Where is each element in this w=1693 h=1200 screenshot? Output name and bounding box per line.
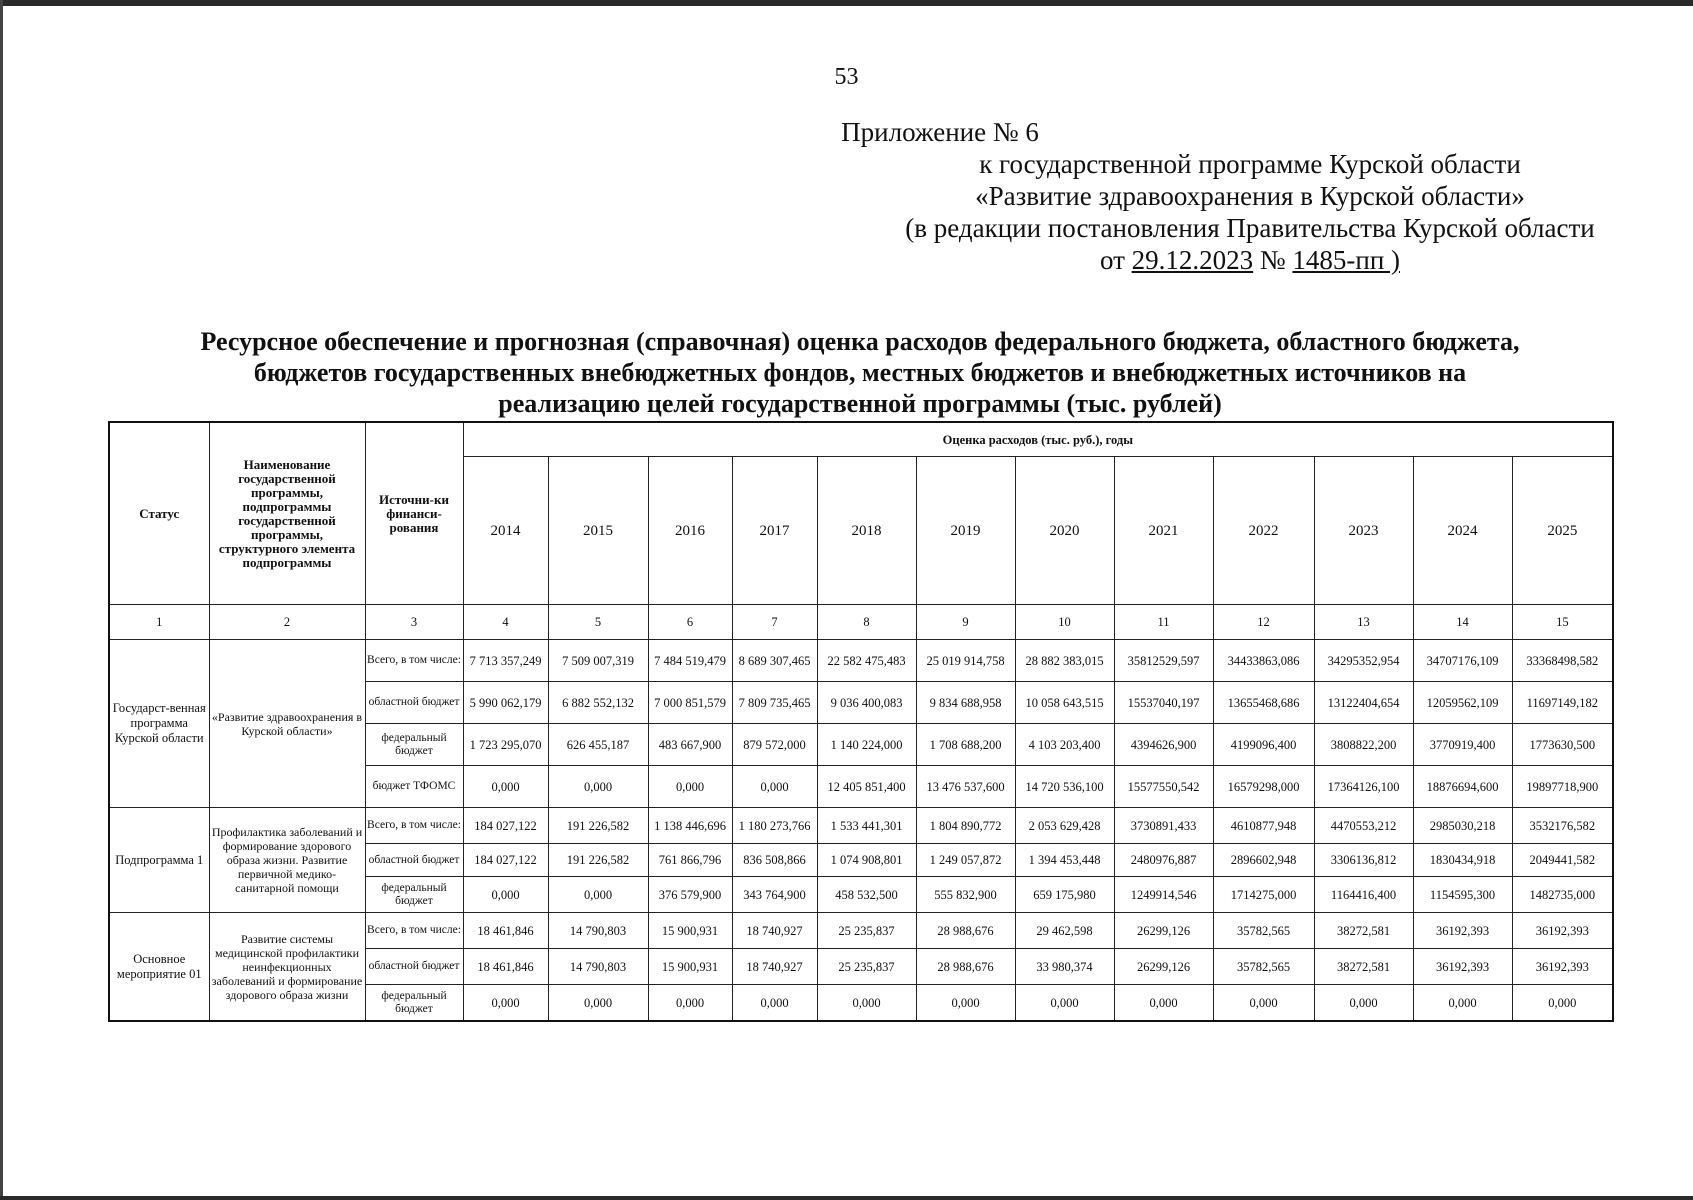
column-number: 8 bbox=[817, 605, 916, 640]
value-cell: 184 027,122 bbox=[463, 808, 548, 844]
appendix-line-4: (в редакции постановления Правительства Курской области bbox=[905, 213, 1595, 243]
header-year: 2025 bbox=[1512, 457, 1613, 605]
value-cell: 8 689 307,465 bbox=[732, 640, 817, 682]
value-cell: 4394626,900 bbox=[1114, 724, 1213, 766]
row-funding-source: Всего, в том числе: bbox=[365, 640, 463, 682]
value-cell: 16579298,000 bbox=[1213, 766, 1314, 808]
table-body bbox=[109, 640, 1613, 1022]
header-years-group: Оценка расходов (тыс. руб.), годы bbox=[463, 422, 1613, 457]
value-cell: 555 832,900 bbox=[916, 877, 1015, 913]
value-cell: 7 000 851,579 bbox=[648, 682, 732, 724]
scan-edge-bottom bbox=[0, 1196, 1693, 1200]
value-cell: 0,000 bbox=[648, 985, 732, 1022]
value-cell: 0,000 bbox=[732, 766, 817, 808]
column-number: 3 bbox=[365, 605, 463, 640]
appendix-date-prefix: от bbox=[1099, 245, 1125, 275]
value-cell: 15 900,931 bbox=[648, 913, 732, 949]
value-cell: 3808822,200 bbox=[1314, 724, 1413, 766]
value-cell: 0,000 bbox=[1512, 985, 1613, 1022]
row-program-name: Профилактика заболеваний и формирование здорового образа жизни. Развитие первичной медико-санитарной помощи bbox=[209, 808, 365, 913]
value-cell: 6 882 552,132 bbox=[548, 682, 648, 724]
value-cell: 12 405 851,400 bbox=[817, 766, 916, 808]
value-cell: 4199096,400 bbox=[1213, 724, 1314, 766]
value-cell: 14 790,803 bbox=[548, 949, 648, 985]
value-cell: 25 019 914,758 bbox=[916, 640, 1015, 682]
scan-edge-left bbox=[0, 0, 3, 1200]
column-number: 6 bbox=[648, 605, 732, 640]
table-row bbox=[109, 640, 1613, 682]
value-cell: 33 980,374 bbox=[1015, 949, 1114, 985]
row-funding-source: Всего, в том числе: bbox=[365, 808, 463, 844]
value-cell: 36192,393 bbox=[1413, 913, 1512, 949]
table-row bbox=[109, 808, 1613, 844]
value-cell: 1 074 908,801 bbox=[817, 844, 916, 877]
value-cell: 35812529,597 bbox=[1114, 640, 1213, 682]
value-cell: 15 900,931 bbox=[648, 949, 732, 985]
value-cell: 3730891,433 bbox=[1114, 808, 1213, 844]
value-cell: 343 764,900 bbox=[732, 877, 817, 913]
column-number: 14 bbox=[1413, 605, 1512, 640]
value-cell: 36192,393 bbox=[1413, 949, 1512, 985]
row-funding-source: федеральный бюджет bbox=[365, 877, 463, 913]
value-cell: 0,000 bbox=[463, 766, 548, 808]
value-cell: 184 027,122 bbox=[463, 844, 548, 877]
appendix-line-3: «Развитие здравоохранения в Курской области» bbox=[975, 181, 1525, 211]
value-cell: 836 508,866 bbox=[732, 844, 817, 877]
value-cell: 458 532,500 bbox=[817, 877, 916, 913]
value-cell: 191 226,582 bbox=[548, 808, 648, 844]
document-title bbox=[60, 326, 1660, 419]
header-source: Источни-ки финанси-рования bbox=[365, 422, 463, 605]
value-cell: 19897718,900 bbox=[1512, 766, 1613, 808]
value-cell: 1 708 688,200 bbox=[916, 724, 1015, 766]
column-number: 2 bbox=[209, 605, 365, 640]
value-cell: 34295352,954 bbox=[1314, 640, 1413, 682]
value-cell: 0,000 bbox=[732, 985, 817, 1022]
column-number: 4 bbox=[463, 605, 548, 640]
value-cell: 1 723 295,070 bbox=[463, 724, 548, 766]
column-number: 1 bbox=[109, 605, 209, 640]
value-cell: 22 582 475,483 bbox=[817, 640, 916, 682]
value-cell: 34707176,109 bbox=[1413, 640, 1512, 682]
value-cell: 761 866,796 bbox=[648, 844, 732, 877]
value-cell: 2985030,218 bbox=[1413, 808, 1512, 844]
value-cell: 13655468,686 bbox=[1213, 682, 1314, 724]
value-cell: 36192,393 bbox=[1512, 949, 1613, 985]
value-cell: 4 103 203,400 bbox=[1015, 724, 1114, 766]
value-cell: 12059562,109 bbox=[1413, 682, 1512, 724]
value-cell: 10 058 643,515 bbox=[1015, 682, 1114, 724]
value-cell: 7 509 007,319 bbox=[548, 640, 648, 682]
appendix-line-5 bbox=[800, 244, 1693, 276]
column-numbers-row bbox=[109, 605, 1613, 640]
column-number: 5 bbox=[548, 605, 648, 640]
header-year: 2018 bbox=[817, 457, 916, 605]
column-number: 12 bbox=[1213, 605, 1314, 640]
row-funding-source: областной бюджет bbox=[365, 949, 463, 985]
appendix-line-2: к государственной программе Курской области bbox=[979, 149, 1521, 179]
column-number: 11 bbox=[1114, 605, 1213, 640]
header-year: 2019 bbox=[916, 457, 1015, 605]
title-line-3: реализацию целей государственной программы (тыс. рублей) bbox=[498, 389, 1222, 418]
value-cell: 9 036 400,083 bbox=[817, 682, 916, 724]
value-cell: 0,000 bbox=[1114, 985, 1213, 1022]
value-cell: 28 988,676 bbox=[916, 913, 1015, 949]
value-cell: 18876694,600 bbox=[1413, 766, 1512, 808]
value-cell: 2049441,582 bbox=[1512, 844, 1613, 877]
value-cell: 0,000 bbox=[463, 985, 548, 1022]
value-cell: 18 461,846 bbox=[463, 913, 548, 949]
row-program-name: Развитие системы медицинской профилактики неинфекционных заболеваний и формирование здорового образа жизни bbox=[209, 913, 365, 1022]
value-cell: 25 235,837 bbox=[817, 913, 916, 949]
header-year: 2015 bbox=[548, 457, 648, 605]
value-cell: 879 572,000 bbox=[732, 724, 817, 766]
value-cell: 13122404,654 bbox=[1314, 682, 1413, 724]
value-cell: 7 484 519,479 bbox=[648, 640, 732, 682]
row-status: Государст-венная программа Курской области bbox=[109, 640, 209, 808]
header-year: 2022 bbox=[1213, 457, 1314, 605]
row-funding-source: областной бюджет bbox=[365, 682, 463, 724]
value-cell: 1830434,918 bbox=[1413, 844, 1512, 877]
header-year: 2023 bbox=[1314, 457, 1413, 605]
value-cell: 26299,126 bbox=[1114, 913, 1213, 949]
value-cell: 1164416,400 bbox=[1314, 877, 1413, 913]
value-cell: 1 394 453,448 bbox=[1015, 844, 1114, 877]
value-cell: 0,000 bbox=[1015, 985, 1114, 1022]
header-year: 2021 bbox=[1114, 457, 1213, 605]
value-cell: 18 740,927 bbox=[732, 949, 817, 985]
appendix-number: 1485-пп ) bbox=[1292, 245, 1401, 275]
value-cell: 38272,581 bbox=[1314, 913, 1413, 949]
value-cell: 1773630,500 bbox=[1512, 724, 1613, 766]
value-cell: 38272,581 bbox=[1314, 949, 1413, 985]
value-cell: 36192,393 bbox=[1512, 913, 1613, 949]
appendix-date: 29.12.2023 bbox=[1131, 245, 1254, 275]
page-number: 53 bbox=[834, 64, 859, 90]
value-cell: 0,000 bbox=[916, 985, 1015, 1022]
value-cell: 17364126,100 bbox=[1314, 766, 1413, 808]
row-funding-source: федеральный бюджет bbox=[365, 724, 463, 766]
value-cell: 18 740,927 bbox=[732, 913, 817, 949]
value-cell: 4610877,948 bbox=[1213, 808, 1314, 844]
value-cell: 483 667,900 bbox=[648, 724, 732, 766]
value-cell: 2896602,948 bbox=[1213, 844, 1314, 877]
value-cell: 0,000 bbox=[817, 985, 916, 1022]
budget-table bbox=[108, 421, 1614, 1022]
row-status: Подпрограмма 1 bbox=[109, 808, 209, 913]
value-cell: 7 713 357,249 bbox=[463, 640, 548, 682]
row-program-name: «Развитие здравоохранения в Курской области» bbox=[209, 640, 365, 808]
value-cell: 1714275,000 bbox=[1213, 877, 1314, 913]
value-cell: 0,000 bbox=[1314, 985, 1413, 1022]
value-cell: 3770919,400 bbox=[1413, 724, 1512, 766]
value-cell: 0,000 bbox=[548, 985, 648, 1022]
header-year: 2017 bbox=[732, 457, 817, 605]
value-cell: 29 462,598 bbox=[1015, 913, 1114, 949]
value-cell: 1 804 890,772 bbox=[916, 808, 1015, 844]
appendix-number-label: № bbox=[1259, 245, 1286, 275]
value-cell: 626 455,187 bbox=[548, 724, 648, 766]
header-year: 2020 bbox=[1015, 457, 1114, 605]
value-cell: 14 720 536,100 bbox=[1015, 766, 1114, 808]
value-cell: 15577550,542 bbox=[1114, 766, 1213, 808]
value-cell: 9 834 688,958 bbox=[916, 682, 1015, 724]
value-cell: 34433863,086 bbox=[1213, 640, 1314, 682]
value-cell: 659 175,980 bbox=[1015, 877, 1114, 913]
value-cell: 376 579,900 bbox=[648, 877, 732, 913]
column-number: 13 bbox=[1314, 605, 1413, 640]
value-cell: 4470553,212 bbox=[1314, 808, 1413, 844]
value-cell: 0,000 bbox=[1413, 985, 1512, 1022]
title-line-2: бюджетов государственных внебюджетных фондов, местных бюджетов и внебюджетных источников на bbox=[253, 358, 1467, 387]
header-status: Статус bbox=[109, 422, 209, 605]
value-cell: 0,000 bbox=[648, 766, 732, 808]
column-number: 7 bbox=[732, 605, 817, 640]
value-cell: 1 140 224,000 bbox=[817, 724, 916, 766]
value-cell: 28 882 383,015 bbox=[1015, 640, 1114, 682]
value-cell: 28 988,676 bbox=[916, 949, 1015, 985]
value-cell: 26299,126 bbox=[1114, 949, 1213, 985]
value-cell: 18 461,846 bbox=[463, 949, 548, 985]
value-cell: 2480976,887 bbox=[1114, 844, 1213, 877]
header-year: 2014 bbox=[463, 457, 548, 605]
value-cell: 2 053 629,428 bbox=[1015, 808, 1114, 844]
value-cell: 5 990 062,179 bbox=[463, 682, 548, 724]
value-cell: 1249914,546 bbox=[1114, 877, 1213, 913]
column-number: 10 bbox=[1015, 605, 1114, 640]
title-line-1: Ресурсное обеспечение и прогнозная (справочная) оценка расходов федерального бюджета, областного бюджета, bbox=[200, 327, 1520, 356]
value-cell: 1 138 446,696 bbox=[648, 808, 732, 844]
value-cell: 0,000 bbox=[548, 766, 648, 808]
value-cell: 1 180 273,766 bbox=[732, 808, 817, 844]
value-cell: 25 235,837 bbox=[817, 949, 916, 985]
header-name: Наименование государственной программы, подпрограммы государственной программы, структурного элемента подпрограммы bbox=[209, 422, 365, 605]
header-year: 2016 bbox=[648, 457, 732, 605]
value-cell: 13 476 537,600 bbox=[916, 766, 1015, 808]
value-cell: 0,000 bbox=[463, 877, 548, 913]
row-funding-source: Всего, в том числе: bbox=[365, 913, 463, 949]
value-cell: 0,000 bbox=[1213, 985, 1314, 1022]
row-funding-source: бюджет ТФОМС bbox=[365, 766, 463, 808]
value-cell: 15537040,197 bbox=[1114, 682, 1213, 724]
appendix-line-1: Приложение № 6 bbox=[841, 117, 1039, 147]
value-cell: 35782,565 bbox=[1213, 949, 1314, 985]
value-cell: 3306136,812 bbox=[1314, 844, 1413, 877]
value-cell: 1 249 057,872 bbox=[916, 844, 1015, 877]
value-cell: 191 226,582 bbox=[548, 844, 648, 877]
value-cell: 1154595,300 bbox=[1413, 877, 1512, 913]
appendix-header bbox=[800, 116, 1693, 276]
column-number: 9 bbox=[916, 605, 1015, 640]
value-cell: 0,000 bbox=[548, 877, 648, 913]
value-cell: 1482735,000 bbox=[1512, 877, 1613, 913]
value-cell: 1 533 441,301 bbox=[817, 808, 916, 844]
value-cell: 7 809 735,465 bbox=[732, 682, 817, 724]
value-cell: 33368498,582 bbox=[1512, 640, 1613, 682]
header-year: 2024 bbox=[1413, 457, 1512, 605]
scan-edge-top bbox=[0, 0, 1693, 6]
row-funding-source: областной бюджет bbox=[365, 844, 463, 877]
table-row bbox=[109, 913, 1613, 949]
value-cell: 14 790,803 bbox=[548, 913, 648, 949]
value-cell: 11697149,182 bbox=[1512, 682, 1613, 724]
row-funding-source: федеральный бюджет bbox=[365, 985, 463, 1022]
row-status: Основное мероприятие 01 bbox=[109, 913, 209, 1022]
value-cell: 35782,565 bbox=[1213, 913, 1314, 949]
value-cell: 3532176,582 bbox=[1512, 808, 1613, 844]
column-number: 15 bbox=[1512, 605, 1613, 640]
